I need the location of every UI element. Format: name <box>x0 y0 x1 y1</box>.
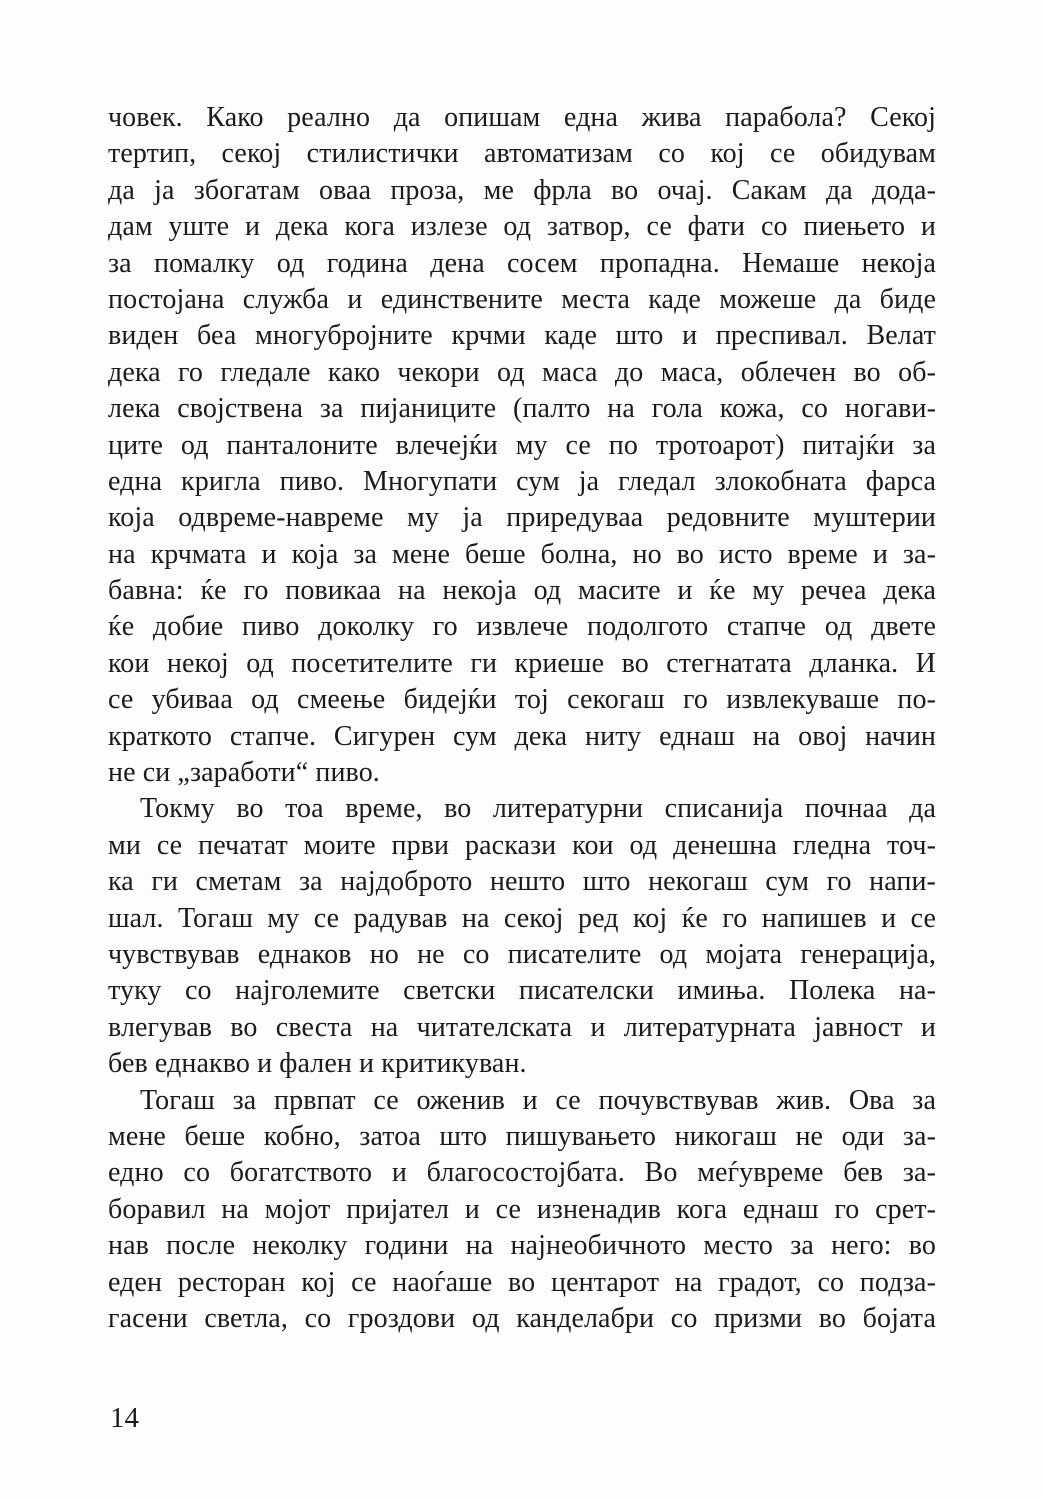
text-line: за помалку од година дена сосем пропадна. Немаше некоја <box>108 247 936 279</box>
text-line: влегував во свеста на читателската и литературната јавност и <box>108 1011 936 1043</box>
text-line: ми се печатат моите први раскази кои од денешна гледна точ- <box>108 829 936 861</box>
text-line: не си „заработи“ пиво. <box>108 757 380 789</box>
text-line: постојана служба и единствените места каде можеше да биде <box>108 283 936 315</box>
text-line: чувствував еднаков но не со писателите од мојата генерација, <box>108 938 936 970</box>
text-line: нав после неколку години на најнеобичното место за него: во <box>108 1230 936 1262</box>
text-line: мене беше кобно, затоа што пишувањето никогаш не оди за- <box>108 1120 936 1152</box>
text-line: лека својствена за пијаниците (палто на гола кожа, со ногави- <box>108 393 936 425</box>
text-line: дека го гледале како чекори од маса до маса, облечен во об- <box>108 356 936 388</box>
text-line: една кригла пиво. Многупати сум ја гледал злокобната фарса <box>108 465 936 497</box>
text-line: кои некој од посетителите ги криеше во стегнатата дланка. И <box>108 647 936 679</box>
text-line: Тогаш за првпат се оженив и се почувствував жив. Ова за <box>140 1084 936 1116</box>
text-line: на крчмата и која за мене беше болна, но во исто време и за- <box>108 538 936 570</box>
text-line: бавна: ќе го повикаа на некоја од масите и ќе му речеа дека <box>108 575 936 607</box>
text-line: тертип, секој стилистички автоматизам со кој се обидувам <box>108 138 936 170</box>
text-line: туку со најголемите светски писателски имиња. Полека на- <box>108 975 936 1007</box>
text-line: краткото стапче. Сигурен сум дека ниту еднаш на овој начин <box>108 720 936 752</box>
paragraph <box>108 1083 936 1338</box>
text-line: бев еднакво и фален и критикуван. <box>108 1048 527 1080</box>
page-number: 14 <box>110 1402 139 1434</box>
text-line: Токму во тоа време, во литературни списанија почнаа да <box>140 793 936 825</box>
text-line: ќе добие пиво доколку го извлече подолгото стапче од двете <box>108 611 936 643</box>
text-line: дам уште и дека кога излезе од затвор, се фати со пиењето и <box>108 211 936 243</box>
paragraph <box>108 791 936 1082</box>
text-line: човек. Како реално да опишам една жива парабола? Секој <box>108 102 936 133</box>
text-line: еден ресторан кој се наоѓаше во центарот на градот, со подза- <box>108 1266 936 1298</box>
text-line: ка ги сметам за најдоброто нешто што некогаш сум го напи- <box>108 866 936 898</box>
text-line: едно со богатството и благосостојбата. Во меѓувреме бев за- <box>108 1157 936 1189</box>
body-text <box>108 100 936 1337</box>
text-line: боравил на мојот пријател и се изненадив кога еднаш го срет- <box>108 1193 936 1225</box>
text-line: да ја збогатам оваа проза, ме фрла во очај. Сакам да дода- <box>108 174 936 206</box>
text-line: ците од панталоните влечејќи му се по тротоарот) питајќи за <box>108 429 936 461</box>
text-line: гасени светла, со гроздови од канделабри со призми во бојата <box>108 1302 936 1334</box>
text-line: виден беа многубројните крчми каде што и преспивал. Велат <box>108 320 936 352</box>
text-line: која одвреме-навреме му ја приредуваа редовните муштерии <box>108 502 936 534</box>
text-line: шал. Тогаш му се радував на секој ред кој ќе го напишев и се <box>108 902 936 934</box>
text-line: се убиваа од смеење бидејќи тој секогаш го извлекуваше по- <box>108 684 936 716</box>
paragraph <box>108 100 936 791</box>
